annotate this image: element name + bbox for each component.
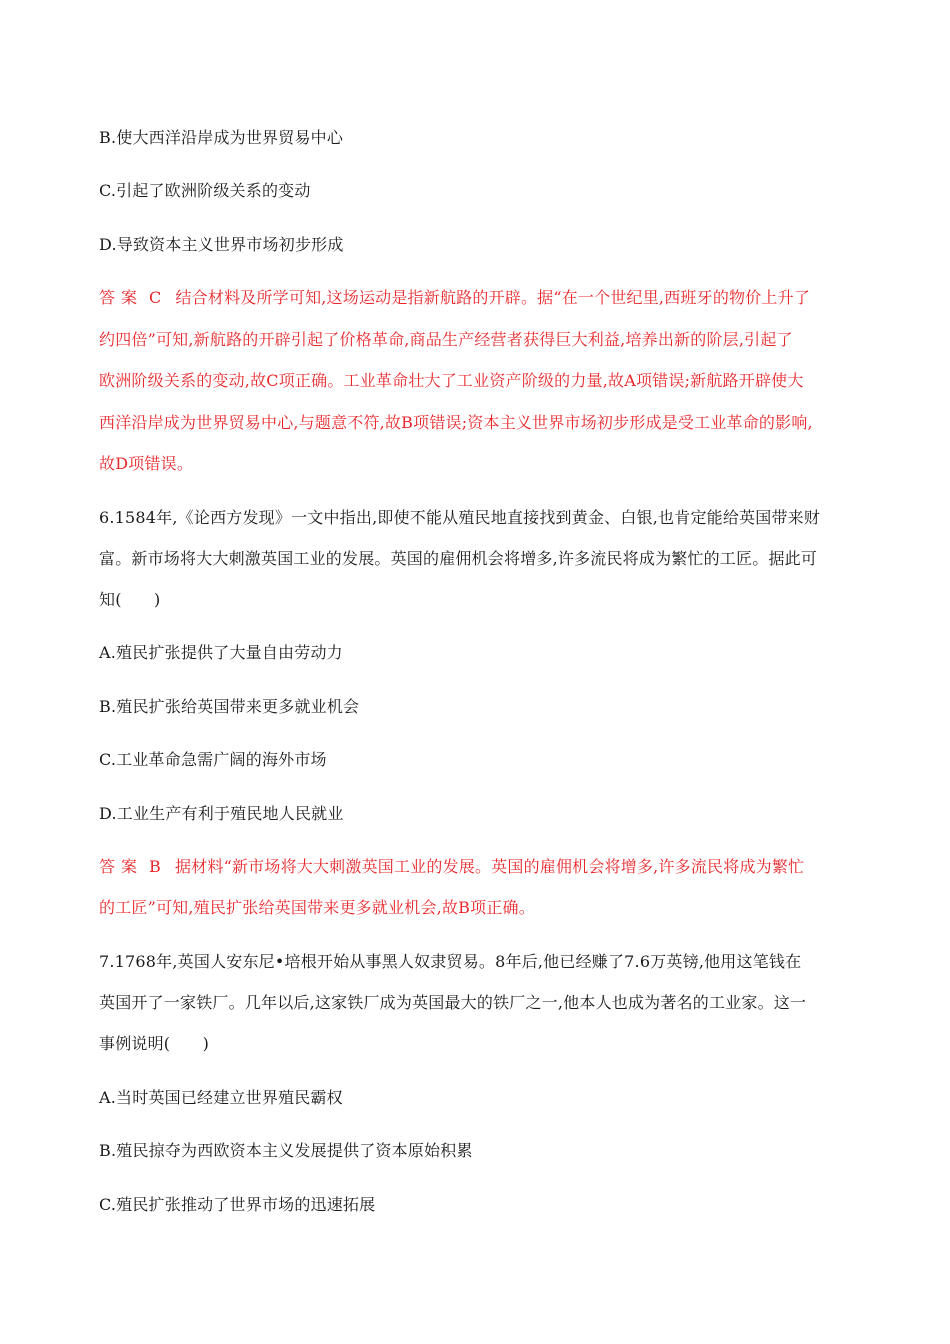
q6-answer-key: B — [149, 857, 161, 876]
q6-analysis-text: 据材料“新市场将大大刺激英国工业的发展。英国的雇佣机会将增多,许多流民将成为繁忙 — [174, 857, 805, 876]
q6-stem-line-3: 知( ) — [99, 590, 161, 609]
q6-option-d: D.工业生产有利于殖民地人民就业 — [99, 804, 344, 823]
q6-stem-line-1: 6.1584年,《论西方发现》一文中指出,即使不能从殖民地直接找到黄金、白银,也肯定能给英国带来财 — [99, 508, 821, 527]
q5-answer-label: 答案 — [99, 288, 144, 307]
q5-analysis-line-2: 约四倍”可知,新航路的开辟引起了价格革命,商品生产经营者获得巨大利益,培养出新的阶层,引起了 — [99, 330, 793, 349]
q6-answer-line-1 — [99, 856, 851, 878]
q7-stem-line-1: 7.1768年,英国人安东尼•培根开始从事黑人奴隶贸易。8年后,他已经赚了7.6万英镑,他用这笔钱在 — [99, 952, 802, 971]
q6-analysis-line-2: 的工匠”可知,殖民扩张给英国带来更多就业机会,故B项正确。 — [99, 898, 535, 917]
q7-stem-line-3: 事例说明( ) — [99, 1034, 210, 1053]
q6-stem-line-2: 富。新市场将大大刺激英国工业的发展。英国的雇佣机会将增多,许多流民将成为繁忙的工匠。据此可 — [99, 549, 818, 568]
q5-answer-line-1 — [99, 287, 851, 309]
q5-option-c: C.引起了欧洲阶级关系的变动 — [99, 181, 311, 200]
q5-answer-key: C — [149, 288, 162, 307]
q5-option-d: D.导致资本主义世界市场初步形成 — [99, 235, 344, 254]
q5-analysis-line-5: 故D项错误。 — [99, 454, 194, 473]
q5-analysis-line-4: 西洋沿岸成为世界贸易中心,与题意不符,故B项错误;资本主义世界市场初步形成是受工业革命的影响, — [99, 413, 813, 432]
q6-option-a: A.殖民扩张提供了大量自由劳动力 — [99, 643, 343, 662]
q5-analysis-text: 结合材料及所学可知,这场运动是指新航路的开辟。据“在一个世纪里,西班牙的物价上升了 — [175, 288, 811, 307]
q5-analysis-line-3: 欧洲阶级关系的变动,故C项正确。工业革命壮大了工业资产阶级的力量,故A项错误;新航路开辟使大 — [99, 371, 804, 390]
q7-stem-line-2: 英国开了一家铁厂。几年以后,这家铁厂成为英国最大的铁厂之一,他本人也成为著名的工业家。这一 — [99, 993, 807, 1012]
q7-option-c: C.殖民扩张推动了世界市场的迅速拓展 — [99, 1195, 376, 1214]
q6-answer-label: 答案 — [99, 857, 144, 876]
q7-option-a: A.当时英国已经建立世界殖民霸权 — [99, 1088, 343, 1107]
q6-option-c: C.工业革命急需广阔的海外市场 — [99, 750, 327, 769]
q7-option-b: B.殖民掠夺为西欧资本主义发展提供了资本原始积累 — [99, 1141, 473, 1160]
q5-option-b: B.使大西洋沿岸成为世界贸易中心 — [99, 128, 344, 147]
q6-option-b: B.殖民扩张给英国带来更多就业机会 — [99, 697, 360, 716]
